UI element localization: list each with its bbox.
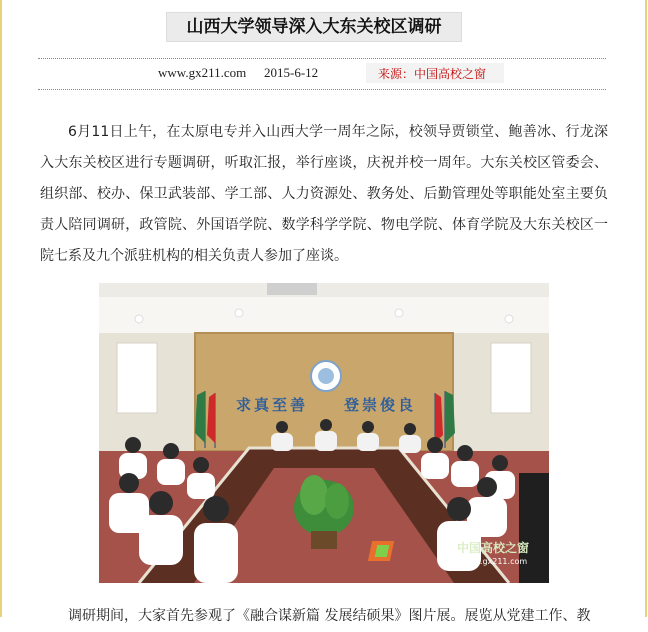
banner-right-text: 登崇俊良 — [344, 396, 417, 414]
article-source-text: 来源：中国高校之窗 — [378, 67, 487, 81]
article-site: www.gx211.com — [158, 65, 247, 80]
divider-bottom — [38, 89, 606, 90]
banner-left-text: 求真至善 — [236, 396, 309, 414]
watermark — [425, 539, 545, 575]
article-paragraph-1: 6月11日上午，在太原电专并入山西大学一周年之际，校领导贾锁堂、鲍善冰、行龙深入大东关校区进行专题调研，听取汇报，举行座谈，庆祝并校一周年。大东关校区管委会、组织部、校办、保卫武装部、学工部、人力资源处、教务处、后勤管理处等职能处室主要负责人陪同调研，政管院、外国语学院、数学科学学院、物电学院、体育学院及大东关校区一院七系及九个派驻机构的相关负责人参加了座谈。 — [40, 124, 608, 264]
divider-top — [38, 58, 606, 59]
article-photo — [99, 283, 549, 583]
article-date: 2015-6-12 — [264, 65, 319, 80]
article-source — [366, 63, 504, 83]
watermark-text: 中国高校之窗 — [457, 541, 530, 555]
page-border-left — [0, 0, 2, 617]
article-title: 山西大学领导深入大东关校区调研 — [166, 12, 462, 42]
page-border-right — [645, 0, 647, 617]
article-paragraph-2: 调研期间，大家首先参观了《融合谋新篇 发展结硕果》图片展。展览从党建工作、教 — [68, 608, 591, 624]
watermark-url: www.gx211.com — [461, 557, 528, 566]
